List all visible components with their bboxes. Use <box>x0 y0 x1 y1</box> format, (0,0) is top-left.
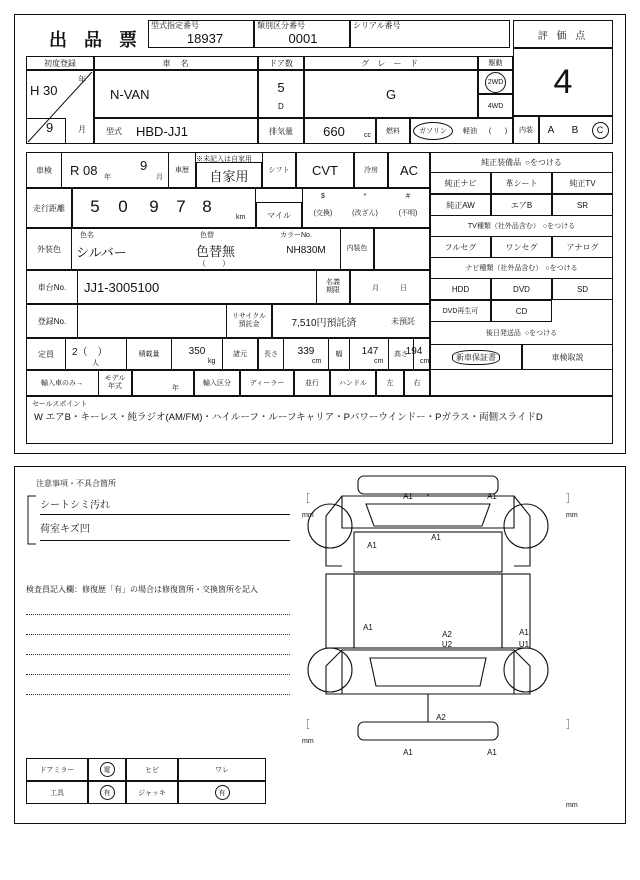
first-reg-year-unit: 年 <box>78 75 86 84</box>
first-reg-era: H 30 <box>30 82 58 98</box>
diagram-mark-a1-top-left: A1 <box>403 492 413 501</box>
handle-left: 左 <box>386 380 394 387</box>
jun-sou-label: 純正装備品 <box>481 157 522 167</box>
drive-4wd: 4WD <box>487 102 504 110</box>
first-reg-month: 9 <box>46 120 54 135</box>
shinsha-hosho-label: 新車保証書 <box>452 350 500 365</box>
fuel-other-close: ) <box>504 127 508 135</box>
mileage-flag-2-mark: * <box>363 192 367 200</box>
inspector-rule-3 <box>26 654 290 655</box>
shoku-label: 色名 <box>80 232 94 239</box>
footer-kougu-label: 工具 <box>50 789 64 797</box>
naisou-label: 内装色 <box>346 245 368 253</box>
handle-label: ハンドル <box>339 380 367 387</box>
navi-dvdplay: DVD再生可 <box>442 308 479 315</box>
score-label: 評 価 点 <box>537 30 589 42</box>
footer-jack-mark: 有 <box>178 781 266 804</box>
tv-type-label: TV種類（社外品含む） <box>467 223 540 230</box>
opt-sr: SR <box>576 200 589 210</box>
mileage-flag-1-text: (交換) <box>313 210 333 217</box>
jun-sou-header <box>430 152 613 172</box>
notes-rule-1 <box>40 514 290 515</box>
navi-type-tsukeru: ○をつける <box>545 265 578 272</box>
shinsha-hosho <box>430 344 522 370</box>
inspector-rule-1 <box>26 614 290 615</box>
diagram-mark-a1-left-mid: A1 <box>363 623 373 632</box>
color-no-label: カラーNo. <box>280 232 312 239</box>
serial-label: シリアル番号 <box>353 21 401 30</box>
model-label-box <box>26 118 66 144</box>
bracket-top-left: ［ <box>300 494 310 505</box>
notes-rule-2 <box>40 540 290 541</box>
rireki-label: 車歴 <box>175 167 189 174</box>
sales-point-text: W エアB・キーレス・純ラジオ(AM/FM)・ハイルーフ・ルーフキャリア・Pパワーウインドー・Pガラス・両側スライドD <box>34 412 543 423</box>
fuel-diesel: 軽油 <box>463 128 477 135</box>
notes-line-1: シートシミ汚れ <box>40 500 110 511</box>
diagram-mark-a2-rear: A2 <box>436 713 446 722</box>
tv-fullseg: フルセグ <box>444 242 477 252</box>
mm-bottom-right: mm <box>566 802 578 809</box>
drive-2wd <box>478 70 513 94</box>
interior-c-label: C <box>592 122 609 139</box>
ruibetsu-value: 0001 <box>288 30 318 46</box>
shaken-month-unit: 月 <box>156 174 163 181</box>
grade-value: G <box>385 86 397 102</box>
door-sub: D <box>278 102 284 111</box>
fuel-gasoline-label: ガソリン <box>413 122 453 140</box>
sekisai-label: 積載量 <box>138 351 160 358</box>
opt-tv: 純正TV <box>569 178 596 188</box>
diagram-mark-a1-bottom-right: A1 <box>487 748 497 757</box>
first-reg-month-unit: 月 <box>78 125 86 134</box>
navi-cd: CD <box>515 306 528 316</box>
car-name-label: 車 名 <box>162 58 190 68</box>
footer-hibi-label: ヒビ <box>145 766 159 774</box>
model-value: HBD-JJ1 <box>136 123 189 139</box>
ac-value: AC <box>399 162 419 178</box>
diagram-mark-u2-center: U2 <box>441 640 453 649</box>
inspector-rule-2 <box>26 634 290 635</box>
diagram-mark-a1-right-mid: A1 <box>519 628 529 637</box>
gaisou-label: 外装色 <box>37 244 61 254</box>
shaken-value: R 08 <box>70 162 98 178</box>
heiko-label: 並行 <box>305 380 319 387</box>
interior-b: B <box>571 124 579 136</box>
naisou-value-box <box>374 228 430 270</box>
tv-type-tsukeru: ○をつける <box>542 223 576 230</box>
kouhi-header <box>430 322 613 344</box>
footer-doormirror-label: ドアミラー <box>39 766 75 774</box>
disp-value: 660 <box>323 123 345 139</box>
opt-airbag: エアB <box>510 200 533 210</box>
footer-doormirror-mark: 電 <box>88 758 126 781</box>
shoku-value: シルバー <box>76 244 127 260</box>
mileage-unit: km <box>236 214 246 221</box>
kouhi-tsukeru: ○をつける <box>524 330 558 337</box>
meigi-month: 月 <box>372 285 379 292</box>
shaken-month: 9 <box>140 158 148 173</box>
mileage-flag-2-text: (改ざん) <box>352 210 378 217</box>
mileage-digit-5: 8 <box>202 197 212 216</box>
opt-navi: 純正ナビ <box>444 178 477 188</box>
bracket-top-right: ］ <box>566 494 576 505</box>
kata-label: 型式指定番号 <box>151 21 199 30</box>
model-year-unit: 年 <box>172 385 179 392</box>
notes-bracket <box>24 494 38 546</box>
inspector-label: 検査員記入欄：修復歴「有」の場合は修復箇所・交換箇所を記入 <box>26 585 258 594</box>
navi-type-label: ナビ種類（社外品含む） <box>465 265 543 272</box>
shift-value: CVT <box>312 162 338 178</box>
navi-sd: SD <box>576 284 589 294</box>
model-year-box <box>132 370 194 396</box>
teiin-unit: 人 <box>92 360 99 367</box>
shikae-value: 色替無 <box>196 243 236 259</box>
meigi-label: 名義 期限 <box>326 278 340 294</box>
height-value: 194 <box>405 345 423 357</box>
mm-top-left: mm <box>302 512 314 519</box>
width-label: 幅 <box>335 351 343 358</box>
jun-sou-tsukeru: ○をつける <box>525 157 562 167</box>
len-value: 339 <box>297 345 315 357</box>
door-value: 5 <box>277 79 285 95</box>
handle-right: 右 <box>413 380 421 387</box>
recycle-miyotaku: 未預託 <box>391 316 415 326</box>
footer-jack-label: ジャッキ <box>138 789 166 797</box>
fuel-other-open: ( <box>488 127 492 135</box>
chassis-value: JJ1-3005100 <box>84 279 160 295</box>
bracket-bottom-left: ［ <box>300 720 310 731</box>
car-name-value: N-VAN <box>110 86 150 102</box>
navi-type-header <box>430 258 613 278</box>
diagram-mark-a1-top-right: A1 <box>487 492 497 501</box>
ac-label: 冷房 <box>364 167 378 174</box>
sekisai-unit: kg <box>208 358 216 365</box>
sekisai-value: 350 <box>188 345 206 357</box>
mile-label: マイル <box>267 210 291 220</box>
mileage-flag-3-mark: # <box>406 192 410 200</box>
mileage-flag-1-mark: $ <box>321 192 325 200</box>
mileage-digit-3: 9 <box>149 197 159 216</box>
diagram-mark-a1-bottom-left: A1 <box>403 748 413 757</box>
color-no-value: NH830M <box>286 244 326 256</box>
inspector-rule-4 <box>26 674 290 675</box>
shift-label: シフト <box>268 167 290 174</box>
meigi-value-box <box>350 270 430 304</box>
opt-aw: 純正AW <box>446 200 475 210</box>
teiin-value: 2（ ） <box>72 346 108 358</box>
teiin-label: 定員 <box>38 349 54 359</box>
shogen-label: 諸元 <box>233 351 247 358</box>
diagram-mark-a2-center: A2 <box>442 630 452 639</box>
footer-kougu-mark: 有 <box>88 781 126 804</box>
page-title: 出 品 票 <box>48 30 143 50</box>
shaken-year-unit: 年 <box>104 174 111 181</box>
rireki-value: 自家用 <box>209 168 249 184</box>
notes-line-2: 荷室キズ凹 <box>40 524 90 535</box>
footer-ware-label: ワレ <box>215 766 229 774</box>
model-year-label: モデル 年式 <box>104 374 126 390</box>
width-value: 147 <box>361 345 379 357</box>
mileage-label: 走行距離 <box>33 203 65 213</box>
width-unit: cm <box>374 358 384 365</box>
len-label: 長さ <box>264 351 278 358</box>
meigi-day: 日 <box>400 285 407 292</box>
shaken-note: ※未記入は自家用 <box>196 156 252 163</box>
dealer-label: ディーラー <box>249 380 285 387</box>
disp-unit: cc <box>364 132 371 139</box>
sales-point-label: セールスポイント <box>32 401 88 408</box>
navi-hdd: HDD <box>451 284 470 294</box>
inspector-rule-5 <box>26 694 290 695</box>
tv-type-header <box>430 216 613 236</box>
height-label: 高さ <box>394 351 408 358</box>
notes-label: 注意事項・不具合箇所 <box>36 479 116 488</box>
tv-analog: アナログ <box>566 242 599 252</box>
mileage-digit-2: 0 <box>118 197 128 216</box>
shaken-label: 車検 <box>36 165 52 175</box>
recycle-value: 7,510円預託済 <box>291 317 357 329</box>
shaken-torisetsu: 車検取説 <box>551 352 584 362</box>
bracket-bottom-right: ］ <box>566 720 576 731</box>
fuel-gasoline <box>410 118 456 144</box>
chassis-label: 車台No. <box>37 282 67 292</box>
recycle-label: リサイクル 預託金 <box>231 312 267 328</box>
kata-value: 18937 <box>186 30 224 46</box>
len-unit: cm <box>312 358 322 365</box>
diagram-mark-a1-left-front: A1 <box>367 541 377 550</box>
serial-value <box>360 30 500 46</box>
door-label: ドア数 <box>269 58 293 68</box>
interior-a: A <box>547 124 555 136</box>
mileage-flag-3-text: (不明) <box>398 210 418 217</box>
grade-label: グ レ ー ド <box>361 58 421 68</box>
shikae-paren: （ ） <box>198 259 230 268</box>
disp-label: 排気量 <box>269 126 293 136</box>
import-label: 輸入車のみ→ <box>41 380 83 387</box>
mileage-digit-1: 5 <box>90 197 100 216</box>
ruibetsu-label: 類別区分番号 <box>257 21 305 30</box>
first-reg-label: 初度登録 <box>44 58 76 68</box>
interior-c <box>587 116 613 144</box>
registration-label: 登録No. <box>37 316 67 326</box>
opt-leather: 革シート <box>505 178 538 188</box>
mileage-digit-4: 7 <box>176 197 186 216</box>
kouhi-label: 後日発送品 <box>485 330 521 337</box>
fuel-label: 燃料 <box>386 128 400 135</box>
height-unit: cm <box>420 358 430 365</box>
shikae-label: 色替 <box>200 232 214 239</box>
drive-2wd-label: 2WD <box>485 72 506 93</box>
drive-label: 駆動 <box>488 60 503 67</box>
score-value: 4 <box>553 62 573 101</box>
mm-bottom-left: mm <box>302 738 314 745</box>
tv-oneseg: ワンセグ <box>505 242 538 252</box>
interior-label: 内装 <box>519 127 533 134</box>
navi-dvd: DVD <box>513 284 530 294</box>
mm-top-right: mm <box>566 512 578 519</box>
diagram-mark-a1-center-front: A1 <box>431 533 441 542</box>
import-class-label: 輸入区分 <box>203 380 231 387</box>
diagram-mark-u1-right-mid: U1 <box>518 640 530 649</box>
model-label: 型式 <box>106 126 122 136</box>
